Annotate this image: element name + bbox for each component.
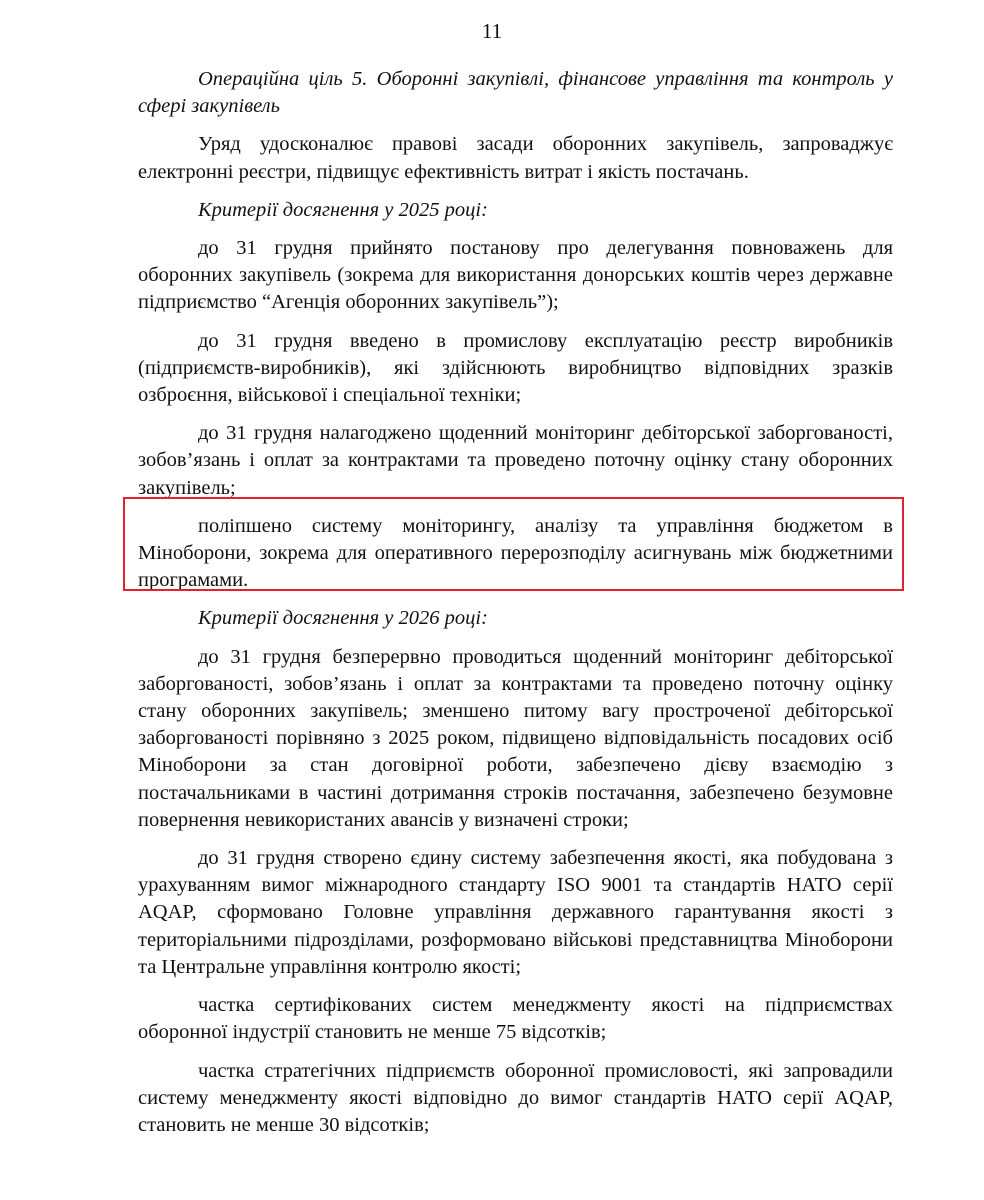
operational-goal-heading: Операційна ціль 5. Оборонні закупівлі, фінансове управління та контроль у сфері закупівель xyxy=(138,68,893,118)
criteria-2026-heading: Критерії досягнення у 2026 році: xyxy=(198,607,488,630)
criteria-2025-heading: Критерії досягнення у 2025 році: xyxy=(198,198,488,221)
criterion-2025-budget-monitoring: поліпшено систему моніторингу, аналізу та управління бюджетом в Міноборони, зокрема для оперативного перерозподілу асигнувань між бюджетними програмами. xyxy=(138,514,893,592)
page-number: 11 xyxy=(481,19,503,43)
criterion-2026-quality-system: до 31 грудня створено єдину систему забезпечення якості, яка побудована з урахуванням вимог міжнародного стандарту ISO 9001 та стандартів НАТО серії AQAP, сформовано Головне управління державного гарантування якості з територіальними підрозділами, розформовано військові представництва Міноборони та Центральне управління контролю якості; xyxy=(138,847,893,978)
criterion-2026-certified-share: частка сертифікованих систем менеджменту якості на підприємствах оборонної індустрії становить не менше 75 відсотків; xyxy=(138,994,893,1044)
intro-paragraph: Уряд удосконалює правові засади оборонних закупівель, запроваджує електронні реєстри, підвищує ефективність витрат і якість постачань. xyxy=(138,133,893,183)
criterion-2025-delegation: до 31 грудня прийнято постанову про делегування повноважень для оборонних закупівель (зокрема для використання донорських коштів через державне підприємство “Агенція оборонних закупівель”); xyxy=(138,237,893,314)
document-body xyxy=(138,66,893,1150)
criterion-2025-manufacturers-registry: до 31 грудня введено в промислову експлуатацію реєстр виробників (підприємств-виробників), які здійснюють виробництво відповідних зразків озброєння, військової і спеціальної техніки; xyxy=(138,329,893,407)
criterion-2025-receivables-monitoring: до 31 грудня налагоджено щоденний моніторинг дебіторської заборгованості, зобов’язань і оплат за контрактами та проведено поточну оцінку стану оборонних закупівель; xyxy=(138,422,893,499)
criterion-2026-receivables-monitoring: до 31 грудня безперервно проводиться щоденний моніторинг дебіторської заборгованості, зобов’язань і оплат за контрактами та проведено поточну оцінку стану оборонних закупівель; зменшено питому вагу простроченої дебіторської заборгованості порівняно з 2025 роком, підвищено відповідальність посадових осіб Міноборони за стан договірної роботи, забезпечено дієву взаємодію з постачальниками в частині дотримання строків постачання, забезпечено безумовне повернення невикористаних авансів у визначені строки; xyxy=(138,645,893,831)
criterion-2026-aqap-share: частка стратегічних підприємств оборонної промисловості, які запровадили систему менеджменту якості відповідно до вимог стандартів НАТО серії AQAP, становить не менше 30 відсотків; xyxy=(138,1059,893,1136)
